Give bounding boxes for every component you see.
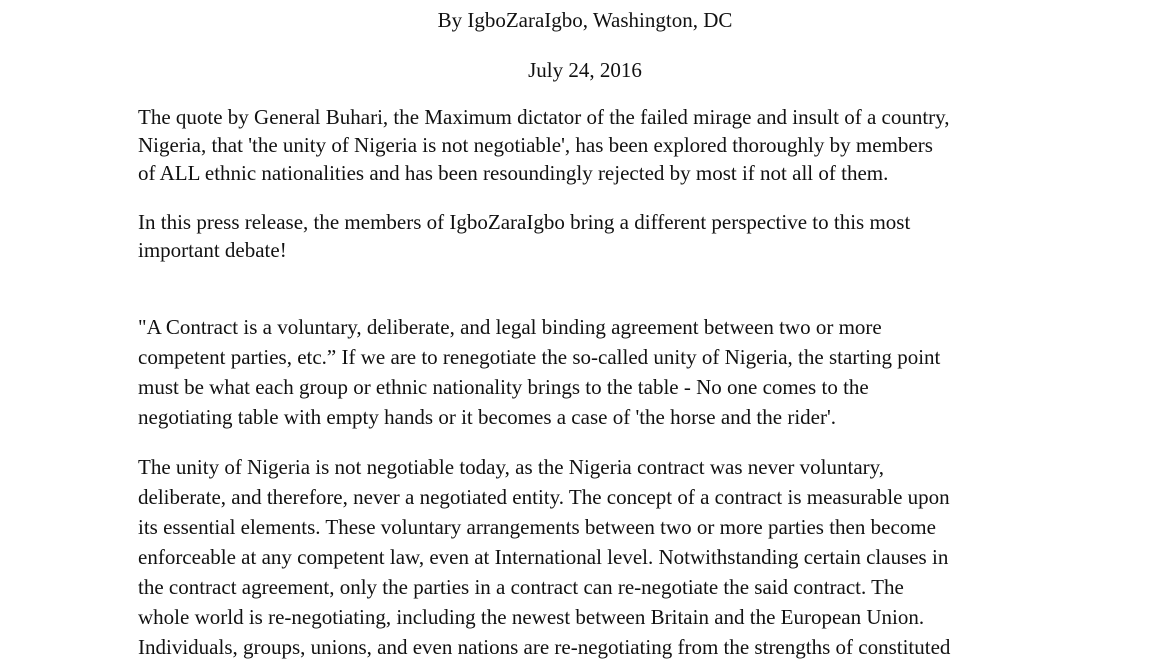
paragraph-unity-not-negotiable: [138, 452, 1038, 662]
paragraph-line: important debate!: [138, 238, 287, 262]
publication-date: July 24, 2016: [528, 58, 642, 82]
paragraph-line: the contract agreement, only the parties in a contract can re-negotiate the said contract. The: [138, 575, 904, 599]
paragraph-line: competent parties, etc.” If we are to renegotiate the so-called unity of Nigeria, the starting point: [138, 345, 941, 369]
paragraph-line: Individuals, groups, unions, and even nations are re-negotiating from the strengths of constituted: [138, 635, 951, 659]
paragraph-line: The quote by General Buhari, the Maximum dictator of the failed mirage and insult of a country,: [138, 105, 950, 129]
paragraph-line: whole world is re-negotiating, including the newest between Britain and the European Union.: [138, 605, 925, 629]
paragraph-intro: [138, 103, 1038, 187]
paragraph-line: must be what each group or ethnic nationality brings to the table - No one comes to the: [138, 375, 869, 399]
paragraph-press-release: [138, 208, 1038, 264]
paragraph-line: In this press release, the members of IgboZaraIgbo bring a different perspective to this most: [138, 210, 911, 234]
paragraph-line: Nigeria, that 'the unity of Nigeria is not negotiable', has been explored thoroughly by members: [138, 133, 933, 157]
paragraph-line: of ALL ethnic nationalities and has been resoundingly rejected by most if not all of them.: [138, 161, 889, 185]
paragraph-line: The unity of Nigeria is not negotiable today, as the Nigeria contract was never voluntary,: [138, 455, 885, 479]
byline: By IgboZaraIgbo, Washington, DC: [437, 8, 733, 32]
paragraph-line: deliberate, and therefore, never a negotiated entity. The concept of a contract is measurable upon: [138, 485, 950, 509]
paragraph-line: enforceable at any competent law, even at International level. Notwithstanding certain clauses in: [138, 545, 949, 569]
paragraph-line: negotiating table with empty hands or it becomes a case of 'the horse and the rider'.: [138, 405, 837, 429]
paragraph-contract-definition: [138, 312, 1038, 432]
paragraph-line: its essential elements. These voluntary arrangements between two or more parties then become: [138, 515, 936, 539]
paragraph-line: "A Contract is a voluntary, deliberate, and legal binding agreement between two or more: [138, 315, 882, 339]
